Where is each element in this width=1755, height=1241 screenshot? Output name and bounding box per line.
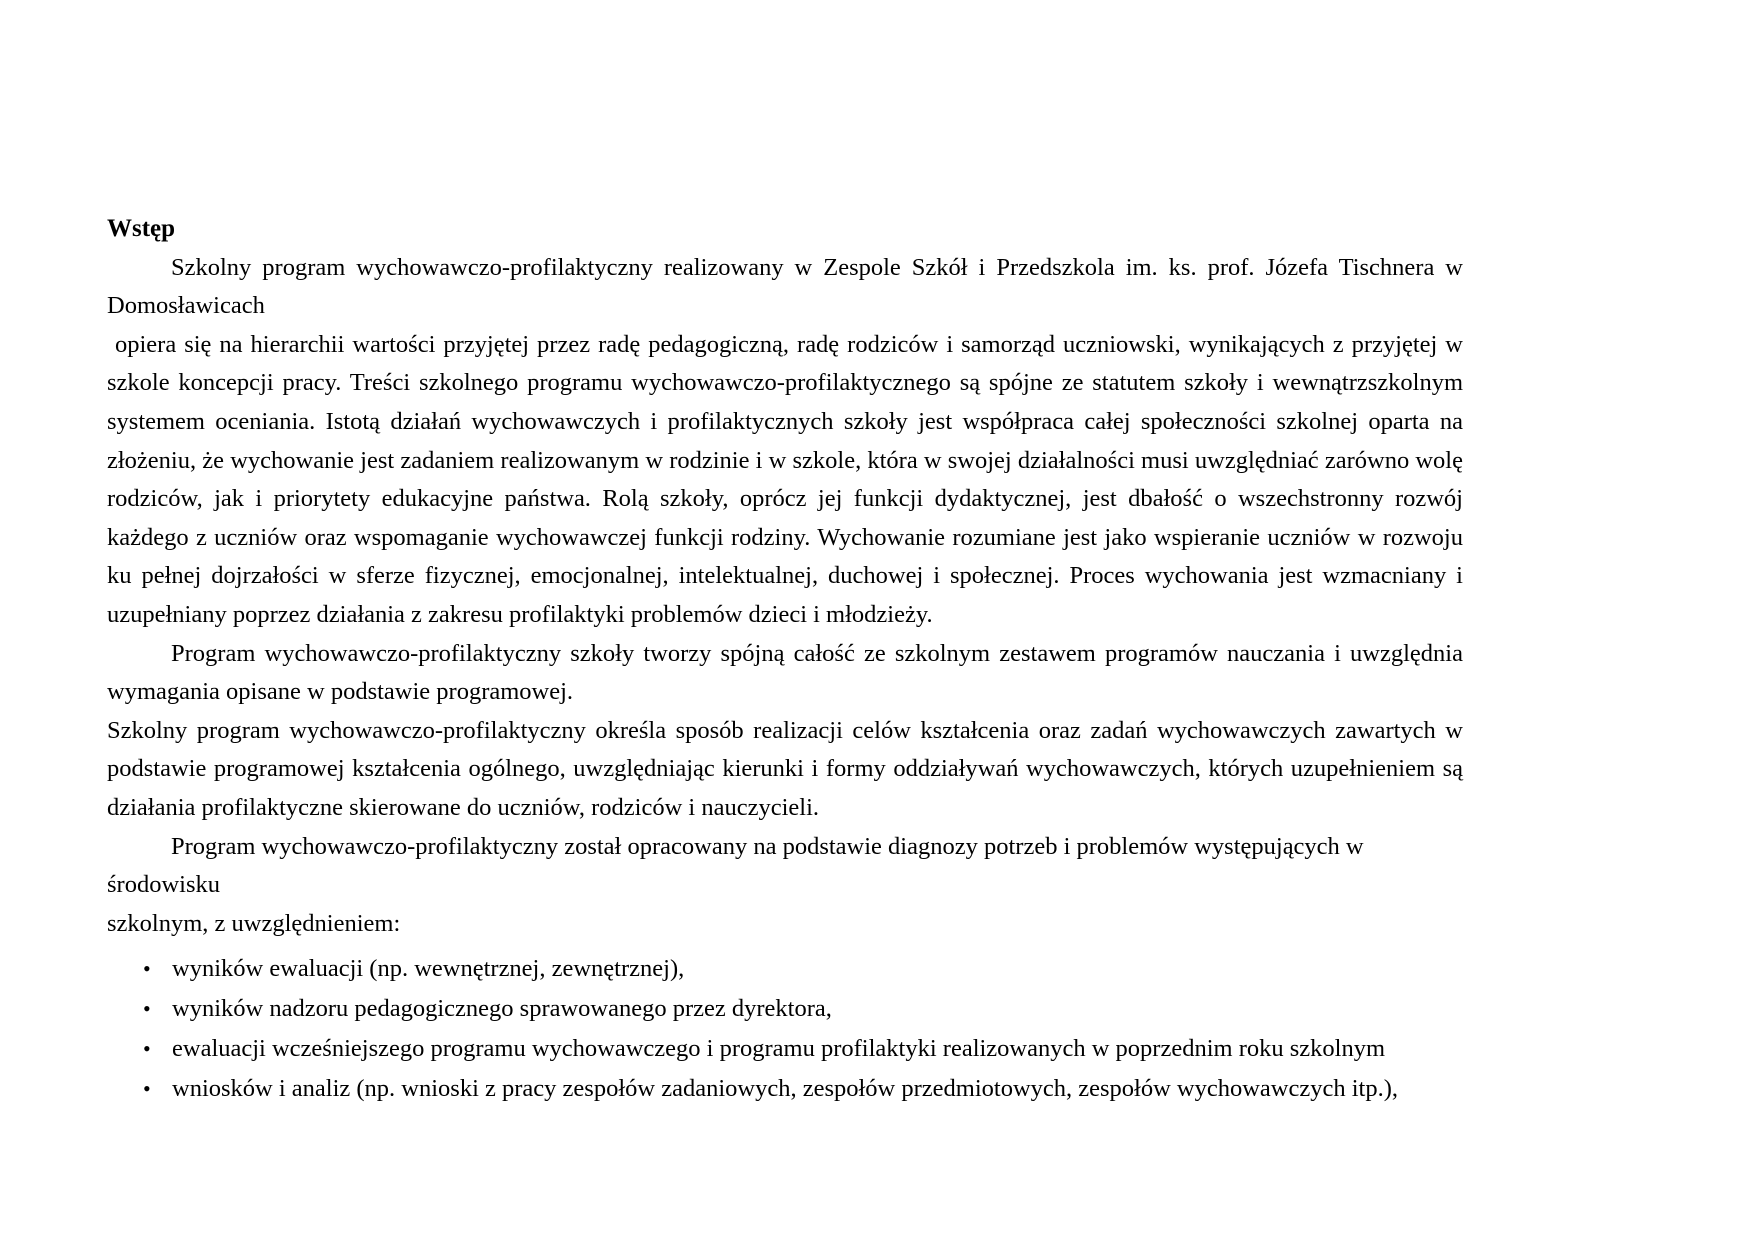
paragraph-diagnosis-first-line: Program wychowawczo-profilaktyczny został opracowany na podstawie diagnozy potrzeb i problemów występujących w środowisku bbox=[107, 832, 1364, 899]
paragraph-intro bbox=[107, 249, 1463, 635]
paragraph-intro-first-line: Szkolny program wychowawczo-profilaktyczny realizowany w Zespole Szkół i Przedszkola im. ks. prof. Józefa Tischnera w Domosławicach bbox=[107, 253, 1463, 320]
paragraph-coherence: Program wychowawczo-profilaktyczny szkoły tworzy spójną całość ze szkolnym zestawem programów nauczania i uwzględnia wymagania opisane w podstawie programowej. bbox=[107, 639, 1463, 706]
bullet-icon: • bbox=[143, 1036, 151, 1062]
paragraph-intro-rest: opiera się na hierarchii wartości przyjętej przez radę pedagogiczną, radę rodziców i samorząd uczniowski, wynikających z przyjętej w szkole koncepcji pracy. Treści szkolnego programu wychowawczo-profilaktycznego są spójne ze statutem szkoły i wewnątrzszkolnym systemem oceniania. Istotą działań wychowawczych i profilaktycznych szkoły jest współpraca całej społeczności szkolnej oparta na złożeniu, że wychowanie jest zadaniem realizowanym w rodzinie i w szkole, która w swojej działalności musi uwzględniać zarówno wolę rodziców, jak i priorytety edukacyjne państwa. Rolą szkoły, oprócz jej funkcji dydaktycznej, jest dbałość o wszechstronny rozwój każdego z uczniów oraz wspomaganie wychowawczej funkcji rodziny. Wychowanie rozumiane jest jako wspieranie uczniów w rozwoju ku pełnej dojrzałości w sferze fizycznej, emocjonalnej, intelektualnej, duchowej i społecznej. Proces wychowania jest wzmacniany i uzupełniany poprzez działania z zakresu profilaktyki problemów dzieci i młodzieży. bbox=[107, 330, 1463, 628]
list-item bbox=[107, 949, 1463, 989]
section-heading: Wstęp bbox=[107, 215, 176, 242]
list-item bbox=[107, 1069, 1463, 1109]
bullet-list bbox=[107, 949, 1463, 1109]
bullet-icon: • bbox=[143, 1076, 151, 1102]
bullet-text: ewaluacji wcześniejszego programu wychowawczego i programu profilaktyki realizowanych w poprzednim roku szkolnym bbox=[172, 1035, 1386, 1063]
list-item bbox=[107, 1029, 1463, 1069]
paragraph-diagnosis-second-line: szkolnym, z uwzględnieniem: bbox=[107, 909, 401, 937]
bullet-text: wniosków i analiz (np. wnioski z pracy zespołów zadaniowych, zespołów przedmiotowych, zespołów wychowawczych itp.), bbox=[172, 1075, 1399, 1103]
bullet-icon: • bbox=[143, 956, 151, 982]
bullet-text: wyników ewaluacji (np. wewnętrznej, zewnętrznej), bbox=[172, 955, 685, 983]
bullet-icon: • bbox=[143, 996, 151, 1022]
paragraph-diagnosis bbox=[107, 828, 1463, 944]
paragraph-definition: Szkolny program wychowawczo-profilaktyczny określa sposób realizacji celów kształcenia oraz zadań wychowawczych zawartych w podstawie programowej kształcenia ogólnego, uwzględniając kierunki i formy oddziaływań wychowawczych, których uzupełnieniem są działania profilaktyczne skierowane do uczniów, rodziców i nauczycieli. bbox=[107, 716, 1463, 821]
list-item bbox=[107, 989, 1463, 1029]
document-content bbox=[107, 210, 1463, 1109]
bullet-text: wyników nadzoru pedagogicznego sprawowanego przez dyrektora, bbox=[172, 995, 832, 1023]
